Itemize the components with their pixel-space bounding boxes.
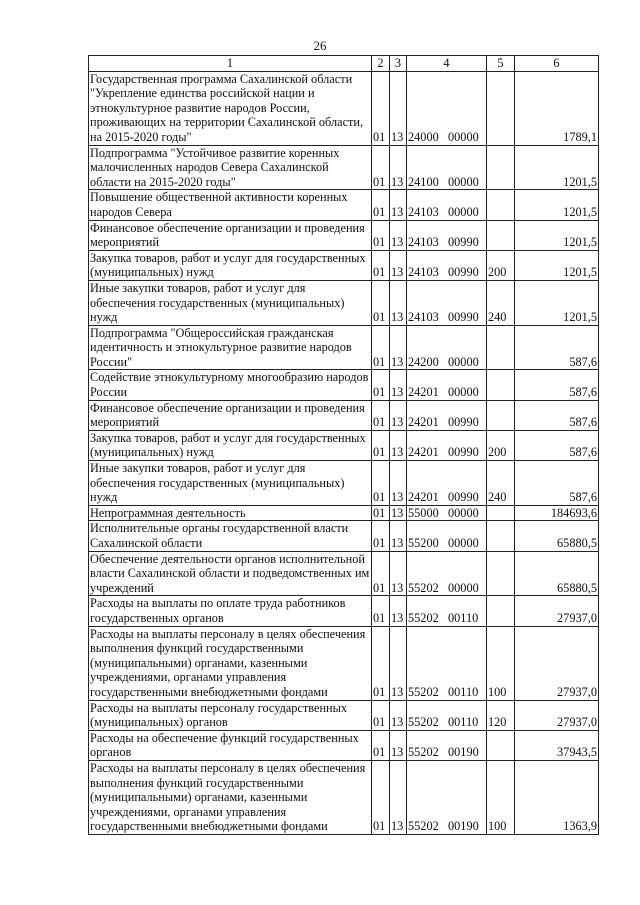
section-code: 01: [372, 505, 390, 521]
subsection-code: 13: [390, 250, 407, 280]
program-code: 24201: [408, 490, 439, 505]
table-row: [89, 521, 599, 551]
direction-code: 00000: [448, 174, 479, 189]
direction-code: 00000: [448, 354, 479, 369]
section-code: 01: [372, 370, 390, 400]
table-row: [89, 700, 599, 730]
program-code: 55000: [408, 505, 439, 520]
program-code: 24000: [408, 129, 439, 144]
header-col-5: 5: [487, 56, 515, 72]
program-code: 24201: [408, 385, 439, 400]
expense-type-code: [487, 190, 515, 220]
header-col-4: 4: [407, 56, 487, 72]
target-article-code: [407, 190, 487, 220]
expense-type-code: [487, 505, 515, 521]
budget-table: [88, 55, 599, 835]
row-name: Иные закупки товаров, работ и услуг для обеспечения государственных (муниципальных) нужд: [89, 461, 372, 506]
subsection-code: 13: [390, 145, 407, 190]
row-name: Расходы на выплаты персоналу в целях обеспечения выполнения функций государственными (муниципальными) органами, казенными учреждениями, органами управления государственными внебюджетными фондами: [89, 626, 372, 700]
section-code: 01: [372, 551, 390, 596]
expense-type-code: 200: [487, 430, 515, 460]
table-row: [89, 280, 599, 325]
expense-type-code: [487, 370, 515, 400]
program-code: 24201: [408, 415, 439, 430]
target-article-code: [407, 505, 487, 521]
section-code: 01: [372, 700, 390, 730]
amount: 1201,5: [515, 190, 599, 220]
table-row: [89, 370, 599, 400]
row-name: Содействие этнокультурному многообразию народов России: [89, 370, 372, 400]
target-article-code: [407, 461, 487, 506]
row-name: Иные закупки товаров, работ и услуг для обеспечения государственных (муниципальных) нужд: [89, 280, 372, 325]
target-article-code: [407, 250, 487, 280]
program-code: 24103: [408, 265, 439, 280]
target-article-code: [407, 370, 487, 400]
amount: 1201,5: [515, 220, 599, 250]
direction-code: 00000: [448, 204, 479, 219]
amount: 65880,5: [515, 521, 599, 551]
header-col-2: 2: [372, 56, 390, 72]
subsection-code: 13: [390, 461, 407, 506]
subsection-code: 13: [390, 760, 407, 834]
program-code: 55202: [408, 610, 439, 625]
direction-code: 00990: [448, 235, 479, 250]
expense-type-code: 100: [487, 626, 515, 700]
table-row: [89, 430, 599, 460]
program-code: 55200: [408, 536, 439, 550]
program-code: 24103: [408, 204, 439, 219]
table-row: [89, 190, 599, 220]
expense-type-code: [487, 400, 515, 430]
direction-code: 00990: [448, 445, 479, 460]
target-article-code: [407, 760, 487, 834]
row-name: Расходы на выплаты по оплате труда работников государственных органов: [89, 596, 372, 626]
subsection-code: 13: [390, 596, 407, 626]
target-article-code: [407, 551, 487, 596]
subsection-code: 13: [390, 551, 407, 596]
amount: 1201,5: [515, 250, 599, 280]
table-row: [89, 505, 599, 521]
header-col-1: 1: [89, 56, 372, 72]
direction-code: 00000: [448, 580, 479, 595]
row-name: Государственная программа Сахалинской области "Укрепление единства российской нации и этнокультурное развитие народов России, проживающих на территории Сахалинской области, на 2015-2020 годы": [89, 71, 372, 145]
section-code: 01: [372, 596, 390, 626]
direction-code: 00110: [448, 610, 479, 625]
expense-type-code: 240: [487, 461, 515, 506]
header-row: [89, 56, 599, 72]
direction-code: 00990: [448, 415, 479, 430]
direction-code: 00110: [448, 715, 479, 730]
section-code: 01: [372, 430, 390, 460]
header-col-3: 3: [390, 56, 407, 72]
expense-type-code: [487, 145, 515, 190]
table-row: [89, 145, 599, 190]
target-article-code: [407, 596, 487, 626]
row-name: Закупка товаров, работ и услуг для государственных (муниципальных) нужд: [89, 250, 372, 280]
row-name: Повышение общественной активности коренных народов Севера: [89, 190, 372, 220]
amount: 1201,5: [515, 145, 599, 190]
row-name: Подпрограмма "Общероссийская гражданская идентичность и этнокультурное развитие народов России": [89, 325, 372, 370]
table-row: [89, 626, 599, 700]
subsection-code: 13: [390, 71, 407, 145]
subsection-code: 13: [390, 626, 407, 700]
expense-type-code: [487, 596, 515, 626]
expense-type-code: 120: [487, 700, 515, 730]
table-row: [89, 250, 599, 280]
program-code: 55202: [408, 580, 439, 595]
amount: 1363,9: [515, 760, 599, 834]
target-article-code: [407, 325, 487, 370]
section-code: 01: [372, 145, 390, 190]
direction-code: 00190: [448, 819, 479, 834]
subsection-code: 13: [390, 521, 407, 551]
expense-type-code: [487, 521, 515, 551]
table-row: [89, 461, 599, 506]
amount: 587,6: [515, 400, 599, 430]
amount: 587,6: [515, 430, 599, 460]
amount: 27937,0: [515, 626, 599, 700]
subsection-code: 13: [390, 700, 407, 730]
table-row: [89, 400, 599, 430]
expense-type-code: 100: [487, 760, 515, 834]
expense-type-code: [487, 551, 515, 596]
section-code: 01: [372, 521, 390, 551]
target-article-code: [407, 280, 487, 325]
section-code: 01: [372, 220, 390, 250]
direction-code: 00000: [448, 385, 479, 400]
section-code: 01: [372, 71, 390, 145]
section-code: 01: [372, 760, 390, 834]
expense-type-code: 240: [487, 280, 515, 325]
row-name: Финансовое обеспечение организации и проведения мероприятий: [89, 400, 372, 430]
section-code: 01: [372, 325, 390, 370]
subsection-code: 13: [390, 190, 407, 220]
subsection-code: 13: [390, 325, 407, 370]
direction-code: 00990: [448, 265, 479, 280]
expense-type-code: 200: [487, 250, 515, 280]
table-row: [89, 760, 599, 834]
row-name: Финансовое обеспечение организации и проведения мероприятий: [89, 220, 372, 250]
subsection-code: 13: [390, 730, 407, 760]
table-row: [89, 730, 599, 760]
program-code: 24200: [408, 354, 439, 369]
subsection-code: 13: [390, 430, 407, 460]
table-row: [89, 596, 599, 626]
page-number: 26: [313, 38, 327, 53]
target-article-code: [407, 400, 487, 430]
row-name: Непрограммная деятельность: [89, 505, 372, 521]
amount: 184693,6: [515, 505, 599, 521]
table-row: [89, 71, 599, 145]
section-code: 01: [372, 190, 390, 220]
target-article-code: [407, 626, 487, 700]
expense-type-code: [487, 220, 515, 250]
target-article-code: [407, 700, 487, 730]
program-code: 55202: [408, 715, 439, 730]
target-article-code: [407, 730, 487, 760]
amount: 65880,5: [515, 551, 599, 596]
subsection-code: 13: [390, 220, 407, 250]
target-article-code: [407, 220, 487, 250]
row-name: Расходы на выплаты персоналу государственных (муниципальных) органов: [89, 700, 372, 730]
subsection-code: 13: [390, 400, 407, 430]
amount: 587,6: [515, 325, 599, 370]
header-col-6: 6: [515, 56, 599, 72]
amount: 27937,0: [515, 596, 599, 626]
table-row: [89, 220, 599, 250]
program-code: 24103: [408, 235, 439, 250]
program-code: 24100: [408, 174, 439, 189]
target-article-code: [407, 521, 487, 551]
row-name: Закупка товаров, работ и услуг для государственных (муниципальных) нужд: [89, 430, 372, 460]
row-name: Расходы на обеспечение функций государственных органов: [89, 730, 372, 760]
section-code: 01: [372, 461, 390, 506]
direction-code: 00990: [448, 490, 479, 505]
row-name: Расходы на выплаты персоналу в целях обеспечения выполнения функций государственными (муниципальными) органами, казенными учреждениями, органами управления государственными внебюджетными фондами: [89, 760, 372, 834]
direction-code: 00190: [448, 745, 479, 760]
target-article-code: [407, 145, 487, 190]
table-row: [89, 325, 599, 370]
direction-code: 00000: [448, 129, 479, 144]
row-name: Обеспечение деятельности органов исполнительной власти Сахалинской области и подведомственных им учреждений: [89, 551, 372, 596]
table-row: [89, 551, 599, 596]
subsection-code: 13: [390, 370, 407, 400]
subsection-code: 13: [390, 505, 407, 521]
amount: 1201,5: [515, 280, 599, 325]
section-code: 01: [372, 626, 390, 700]
expense-type-code: [487, 71, 515, 145]
expense-type-code: [487, 730, 515, 760]
amount: 1789,1: [515, 71, 599, 145]
expense-type-code: [487, 325, 515, 370]
section-code: 01: [372, 280, 390, 325]
program-code: 55202: [408, 684, 439, 699]
direction-code: 00000: [448, 536, 479, 550]
target-article-code: [407, 430, 487, 460]
program-code: 55202: [408, 819, 439, 834]
amount: 587,6: [515, 370, 599, 400]
section-code: 01: [372, 250, 390, 280]
section-code: 01: [372, 730, 390, 760]
subsection-code: 13: [390, 280, 407, 325]
section-code: 01: [372, 400, 390, 430]
direction-code: 00990: [448, 310, 479, 325]
target-article-code: [407, 71, 487, 145]
program-code: 24103: [408, 310, 439, 325]
direction-code: 00110: [448, 684, 479, 699]
row-name: Подпрограмма "Устойчивое развитие коренных малочисленных народов Севера Сахалинской области на 2015-2020 годы": [89, 145, 372, 190]
amount: 37943,5: [515, 730, 599, 760]
row-name: Исполнительные органы государственной власти Сахалинской области: [89, 521, 372, 551]
amount: 27937,0: [515, 700, 599, 730]
program-code: 55202: [408, 745, 439, 760]
program-code: 24201: [408, 445, 439, 460]
direction-code: 00000: [448, 505, 479, 520]
amount: 587,6: [515, 461, 599, 506]
